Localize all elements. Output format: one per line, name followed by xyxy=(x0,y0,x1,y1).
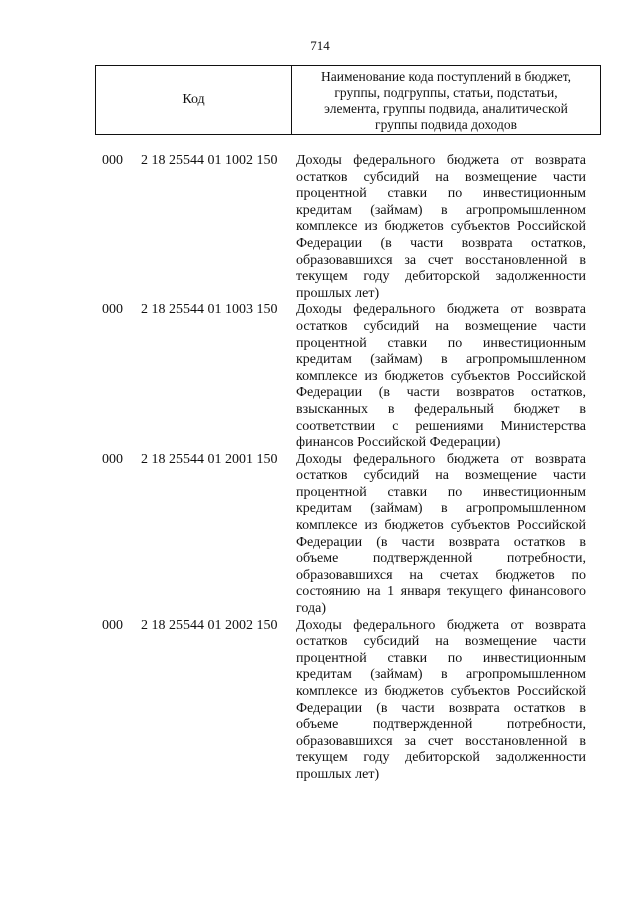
description-line: кредитам (займам) в агропромышленном xyxy=(296,202,586,218)
description-line: комплексе из бюджетов субъектов Российской xyxy=(296,684,586,699)
description-line: Доходы федерального бюджета от возврата xyxy=(296,617,586,633)
description-line: финансов Российской Федерации) xyxy=(296,435,501,451)
description-line: процентной ставки по инвестиционным xyxy=(296,186,586,202)
description-line: взысканных в федеральный бюджет в xyxy=(296,401,586,417)
description-line: Доходы федерального бюджета от возврата xyxy=(296,451,586,467)
income-codes-list xyxy=(0,153,640,784)
income-code-row xyxy=(0,153,640,302)
budget-classification-code: 2 18 25544 01 1002 150 xyxy=(141,153,278,168)
admin-code: 000 xyxy=(102,302,123,318)
description-line: объеме подтвержденной потребности, xyxy=(296,551,586,567)
income-description xyxy=(296,452,586,618)
description-line: комплексе из бюджетов субъектов Российской xyxy=(296,219,586,235)
admin-code: 000 xyxy=(102,617,123,633)
description-line: образовавшихся за счет восстановленной в xyxy=(296,733,586,749)
description-line: комплексе из бюджетов субъектов Российской xyxy=(296,368,586,384)
description-line: объеме подтвержденной потребности, xyxy=(296,717,586,733)
income-code-row xyxy=(0,618,640,784)
description-line: Доходы федерального бюджета от возврата xyxy=(296,153,586,168)
description-line: остатков субсидий на возмещение части xyxy=(296,318,586,334)
income-code-row xyxy=(0,452,640,618)
description-line: текущем году дебиторской задолженности xyxy=(296,750,586,766)
description-line: соответствии с решениями Министерства xyxy=(296,418,586,434)
description-line: остатков субсидий на возмещение части xyxy=(296,169,586,185)
income-description xyxy=(296,302,586,451)
description-line: процентной ставки по инвестиционным xyxy=(296,484,586,500)
description-line: Федерации (в части возврата остатков, xyxy=(296,235,586,251)
description-line: процентной ставки по инвестиционным xyxy=(296,335,586,351)
income-code-row xyxy=(0,302,640,451)
income-description xyxy=(296,618,586,784)
header-name-line: группы подвида доходов xyxy=(375,117,517,132)
description-line: кредитам (займам) в агропромышленном xyxy=(296,501,586,517)
description-line: остатков субсидий на возмещение части xyxy=(296,468,586,484)
description-line: Федерации (в части возврата остатков в xyxy=(296,534,586,550)
description-line: Федерации (в части возврата остатков в xyxy=(296,700,586,716)
table-header xyxy=(95,65,601,135)
description-line: прошлых лет) xyxy=(296,766,380,782)
header-name-label xyxy=(292,66,600,134)
budget-classification-code: 2 18 25544 01 1003 150 xyxy=(141,302,278,318)
admin-code: 000 xyxy=(102,153,123,168)
description-line: состоянию на 1 января текущего финансового xyxy=(296,584,586,600)
page-number: 714 xyxy=(310,38,330,53)
header-code-label: Код xyxy=(96,66,292,134)
description-line: остатков субсидий на возмещение части xyxy=(296,634,586,650)
description-line: кредитам (займам) в агропромышленном xyxy=(296,352,586,368)
admin-code: 000 xyxy=(102,451,123,467)
header-name-line: элемента, группы подвида, аналитической xyxy=(324,101,568,116)
header-name-line: группы, подгруппы, статьи, подстатьи, xyxy=(334,85,558,100)
description-line: текущем году дебиторской задолженности xyxy=(296,269,586,285)
description-line: Федерации (в части возвратов остатков, xyxy=(296,385,586,401)
description-line: процентной ставки по инвестиционным xyxy=(296,650,586,666)
description-line: Доходы федерального бюджета от возврата xyxy=(296,302,586,318)
description-line: комплексе из бюджетов субъектов Российской xyxy=(296,518,586,534)
budget-classification-code: 2 18 25544 01 2002 150 xyxy=(141,617,278,633)
budget-classification-code: 2 18 25544 01 2001 150 xyxy=(141,451,278,467)
description-line: кредитам (займам) в агропромышленном xyxy=(296,667,586,683)
description-line: образовавшихся на счетах бюджетов по xyxy=(296,567,586,583)
description-line: года) xyxy=(296,601,326,617)
income-description xyxy=(296,153,586,302)
description-line: прошлых лет) xyxy=(296,285,380,301)
header-name-line: Наименование кода поступлений в бюджет, xyxy=(320,69,571,84)
description-line: образовавшихся за счет восстановленной в xyxy=(296,252,586,268)
